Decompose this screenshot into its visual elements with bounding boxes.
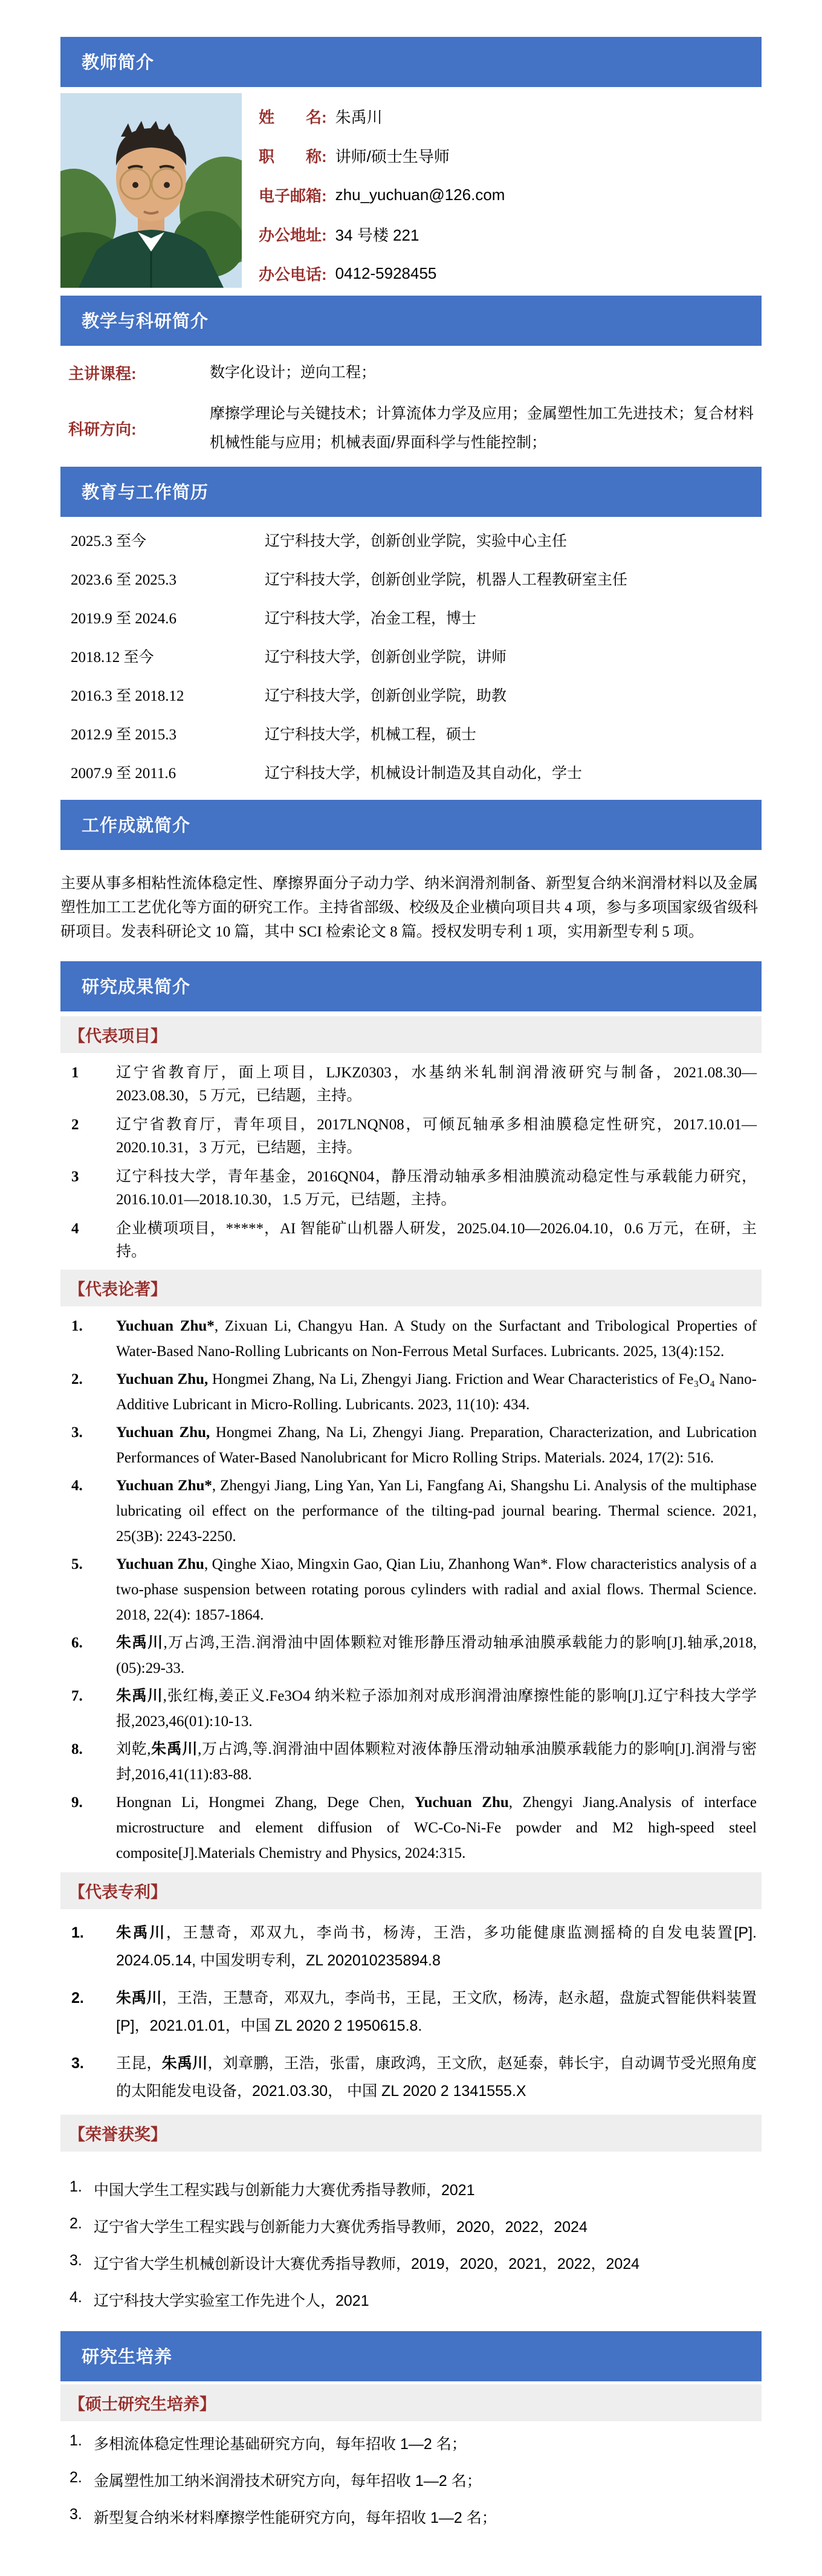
subheading-patents-text: 【代表专利】	[69, 1883, 167, 1901]
research-direction-row	[60, 399, 762, 457]
resume-time: 2023.6 至 2025.3	[71, 572, 177, 588]
publication-item	[60, 1367, 762, 1418]
resume-desc: 辽宁科技大学，创新创业学院，机器人工程教研室主任	[265, 572, 628, 588]
highlighted-author: 朱禹川	[116, 1688, 163, 1704]
item-number: 2.	[70, 2469, 82, 2486]
item-text: 刘乾,	[116, 1741, 151, 1757]
item-number: 1.	[70, 2178, 82, 2195]
item-text: 辽宁省教育厅，青年项目，2017LNQN08，可倾瓦轴承多相油膜稳定性研究，2017.10.01—2020.10.31，3 万元，已结题，主持。	[116, 1117, 757, 1156]
item-text: 辽宁科技大学，青年基金，2016QN04，静压滑动轴承多相油膜流动稳定性与承载能力研究，2016.10.01—2018.10.30，1.5 万元，已结题，主持。	[116, 1169, 757, 1208]
item-number: 1.	[71, 1318, 83, 1334]
item-text: 新型复合纳米材料摩擦学性能研究方向，每年招收 1—2 名；	[94, 2509, 497, 2526]
item-text: , Zhengyi Jiang, Ling Yan, Yan Li, Fangfang Ai, Shangshu Li. Analysis of the multiphase lubricating oil effect on the performance of the tilting-pad journal bearing. Thermal science. 2021, 25(3B): 2243-2250.	[116, 1478, 757, 1545]
item-text: Hongmei Zhang, Na Li, Zhengyi Jiang. Preparation, Characterization, and Lubrication Performances of Water-Based Nanolubricant for Micro Rolling Strips. Materials. 2024, 17(2): 516.	[116, 1424, 757, 1466]
item-text: ，刘章鹏，王浩，张雷，康政鸿，王文欣，赵延泰，韩长宇，自动调节受光照角度的太阳能发电设备，2021.03.30， 中国 ZL 2020 2 1341555.X	[116, 2055, 757, 2100]
item-text: 辽宁省教育厅，面上项目，LJKZ0303，水基纳米轧制润滑液研究与制备，2021.08.30—2023.08.30，5 万元，已结题，主持。	[116, 1065, 757, 1104]
highlighted-author: 朱禹川	[116, 1924, 166, 1941]
research-direction-value: 摩擦学理论与关键技术；计算流体力学及应用；金属塑性加工先进技术；复合材料机械性能与应用；机械表面/界面科学与性能控制；	[210, 405, 754, 451]
publication-item	[60, 1684, 762, 1734]
name-label: 姓 名:	[259, 108, 327, 126]
resume-time: 2012.9 至 2015.3	[71, 727, 177, 743]
graduate-list	[60, 2432, 762, 2576]
item-number: 2	[71, 1117, 79, 1133]
field-email	[259, 175, 505, 215]
project-item	[60, 1218, 762, 1264]
resume-list	[60, 529, 762, 783]
section-header-resume	[60, 467, 762, 517]
highlighted-author: 朱禹川	[116, 1635, 164, 1651]
item-number: 6.	[71, 1635, 83, 1651]
highlighted-author: Yuchuan Zhu	[414, 1794, 509, 1811]
field-name	[259, 97, 505, 136]
resume-desc: 辽宁科技大学，创新创业学院，实验中心主任	[265, 533, 568, 550]
courses-value: 数字化设计；逆向工程；	[210, 364, 377, 381]
item-text: 辽宁科技大学实验室工作先进个人，2021	[94, 2292, 369, 2309]
item-text: 企业横项项目，*****，AI 智能矿山机器人研发，2025.04.10—2026.04.10，0.6 万元，在研，主持。	[116, 1221, 757, 1260]
title-value: 讲师/硕士生导师	[335, 148, 450, 166]
item-number: 3.	[70, 2506, 82, 2523]
subheading-master-training-text: 【硕士研究生培养】	[69, 2395, 216, 2413]
item-text: 辽宁省大学生机械创新设计大赛优秀指导教师，2019，2020，2021，2022，2024	[94, 2256, 640, 2273]
item-number: 4.	[70, 2289, 82, 2306]
resume-row	[60, 606, 762, 628]
graduate-item	[60, 2432, 762, 2454]
item-text: ，王浩，王慧奇，邓双九，李尚书，王昆，王文欣，杨涛，赵永超，盘旋式智能供料装置[P]，2021.01.01，中国 ZL 2020 2 1950615.8.	[116, 1990, 757, 2034]
item-text: 多相流体稳定性理论基础研究方向，每年招收 1—2 名；	[94, 2436, 467, 2453]
field-phone	[259, 254, 505, 293]
resume-row	[60, 684, 762, 706]
item-text: ，王慧奇，邓双九，李尚书，杨涛，王浩，多功能健康监测摇椅的自发电装置[P]. 2024.05.14, 中国发明专利，ZL 202010235894.8	[116, 1924, 757, 1969]
highlighted-author: Yuchuan Zhu*	[116, 1318, 215, 1334]
teacher-photo	[60, 93, 242, 288]
item-number: 2.	[71, 1371, 83, 1387]
resume-desc: 辽宁科技大学，机械工程，硕士	[265, 727, 477, 743]
subheading-awards-text: 【荣誉获奖】	[69, 2126, 167, 2144]
publication-item	[60, 1420, 762, 1471]
resume-row	[60, 722, 762, 744]
publication-item	[60, 1737, 762, 1788]
office-label: 办公地址:	[259, 226, 327, 244]
resume-row	[60, 568, 762, 589]
profile-info	[259, 93, 505, 293]
award-item	[60, 2289, 762, 2311]
item-number: 5.	[71, 1556, 83, 1572]
email-value: zhu_yuchuan@126.com	[335, 186, 505, 204]
item-text: Hongmei Zhang, Na Li, Zhengyi Jiang. Friction and Wear Characteristics of Fe₃O₄ Nano-Additive Lubricant in Micro-Rolling. Lubricants. 2023, 11(10): 434.	[116, 1371, 757, 1413]
section-title: 研究生培养	[82, 2347, 173, 2367]
item-number: 1	[71, 1065, 79, 1081]
item-number: 3.	[71, 1424, 83, 1441]
award-item	[60, 2252, 762, 2274]
resume-time: 2018.12 至今	[71, 649, 154, 666]
item-number: 9.	[71, 1794, 83, 1811]
highlighted-author: Yuchuan Zhu*	[116, 1478, 212, 1494]
section-title: 教育与工作简历	[82, 483, 209, 502]
publication-item	[60, 1473, 762, 1549]
section-title: 研究成果简介	[82, 978, 191, 997]
item-text: ,张红梅,姜正义.Fe3O4 纳米粒子添加剂对成形润滑油摩擦性能的影响[J].辽宁科技大学学报,2023,46(01):10-13.	[116, 1688, 757, 1730]
graduate-item	[60, 2469, 762, 2491]
resume-time: 2025.3 至今	[71, 533, 147, 550]
resume-desc: 辽宁科技大学，创新创业学院，讲师	[265, 649, 507, 666]
phone-label: 办公电话:	[259, 265, 327, 284]
item-number: 2.	[71, 1990, 84, 2007]
page-content	[60, 37, 762, 2576]
item-number: 3	[71, 1169, 79, 1185]
item-text: , Zhengyi Jiang.Analysis of interface microstructure and element diffusion of WC-Co-Ni-Fe powder and M2 high-speed steel composite[J].Materials Chemistry and Physics, 2024:315.	[116, 1794, 757, 1861]
item-number: 1.	[71, 1924, 84, 1941]
section-header-graduate	[60, 2331, 762, 2381]
resume-desc: 辽宁科技大学，机械设计制造及其自动化，学士	[265, 765, 583, 782]
projects-list	[60, 1062, 762, 1264]
subheading-projects-text: 【代表项目】	[69, 1027, 167, 1045]
achievement-paragraph: 主要从事多相粘性流体稳定性、摩擦界面分子动力学、纳米润滑剂制备、新型复合纳米润滑材料以及金属塑性加工工艺优化等方面的研究工作。主持省部级、校级及企业横向项目共 4 项，参与多项国家级省级科研项目。发表科研论文 10 篇，其中 SCI 检索论文 8 篇。授权发明专利 1 项，实用新型专利 5 项。	[60, 875, 758, 940]
title-label: 职 称:	[259, 148, 327, 166]
research-direction-label: 科研方向:	[68, 420, 137, 438]
item-number: 3.	[71, 2055, 84, 2072]
section-title: 工作成就简介	[82, 816, 191, 835]
subheading-awards	[60, 2115, 762, 2152]
project-item	[60, 1062, 762, 1108]
resume-desc: 辽宁科技大学，创新创业学院，助教	[265, 688, 507, 704]
graduate-item	[60, 2506, 762, 2528]
courses-row	[60, 360, 762, 384]
award-item	[60, 2178, 762, 2200]
resume-time: 2007.9 至 2011.6	[71, 765, 176, 782]
profile-block	[60, 93, 762, 293]
patents-list	[60, 1919, 762, 2105]
office-value: 34 号楼 221	[335, 226, 419, 244]
item-text: ,万占鸿,等.润滑油中固体颗粒对液体静压滑动轴承油膜承载能力的影响[J].润滑与密封,2016,41(11):83-88.	[116, 1741, 757, 1783]
publication-item	[60, 1790, 762, 1866]
section-title: 教师简介	[82, 53, 155, 73]
resume-time: 2016.3 至 2018.12	[71, 688, 184, 704]
project-item	[60, 1114, 762, 1160]
subheading-patents	[60, 1872, 762, 1909]
item-text: 王昆，	[116, 2055, 162, 2072]
resume-desc: 辽宁科技大学，冶金工程，博士	[265, 611, 477, 627]
item-text: , Qinghe Xiao, Mingxin Gao, Qian Liu, Zhanhong Wan*. Flow characteristics analysis of a two-phase suspension between rotating porous cylinders with radial and axial flows. Thermal Science. 2018, 22(4): 1857-1864.	[116, 1556, 757, 1623]
resume-row	[60, 645, 762, 667]
section-header-achievement	[60, 800, 762, 850]
item-text: Hongnan Li, Hongmei Zhang, Dege Chen,	[116, 1794, 415, 1811]
name-value: 朱禹川	[335, 108, 383, 126]
highlighted-author: Yuchuan Zhu,	[116, 1424, 210, 1441]
publication-item	[60, 1314, 762, 1364]
publication-item	[60, 1630, 762, 1681]
highlighted-author: 朱禹川	[161, 2055, 208, 2072]
subheading-master-training	[60, 2384, 762, 2421]
project-item	[60, 1166, 762, 1212]
section-header-research-results	[60, 961, 762, 1011]
item-number: 7.	[71, 1688, 83, 1704]
highlighted-author: 朱禹川	[150, 1741, 198, 1757]
item-text: ,万占鸿,王浩.润滑油中固体颗粒对锥形静压滑动轴承油膜承载能力的影响[J].轴承,2018,(05):29-33.	[116, 1635, 757, 1676]
email-label: 电子邮箱:	[259, 187, 327, 205]
highlighted-author: 朱禹川	[116, 1990, 162, 2007]
item-number: 4	[71, 1221, 79, 1237]
awards-list	[60, 2178, 762, 2311]
field-title	[259, 136, 505, 175]
resume-time: 2019.9 至 2024.6	[71, 611, 177, 627]
section-header-teaching-research	[60, 296, 762, 346]
item-text: 辽宁省大学生工程实践与创新能力大赛优秀指导教师，2020，2022，2024	[94, 2219, 587, 2236]
subheading-publications	[60, 1270, 762, 1306]
resume-row	[60, 761, 762, 783]
field-office	[259, 215, 505, 254]
item-number: 3.	[70, 2252, 82, 2269]
item-number: 1.	[70, 2432, 82, 2449]
patent-item	[60, 2049, 762, 2105]
item-number: 2.	[70, 2215, 82, 2232]
publications-list	[60, 1314, 762, 1866]
resume-row	[60, 529, 762, 551]
courses-label: 主讲课程:	[68, 364, 137, 383]
item-text: 金属塑性加工纳米润滑技术研究方向，每年招收 1—2 名；	[94, 2473, 482, 2490]
patent-item	[60, 1919, 762, 1974]
item-number: 8.	[71, 1741, 83, 1757]
highlighted-author: Yuchuan Zhu,	[116, 1371, 209, 1387]
section-title: 教学与科研简介	[82, 312, 209, 331]
phone-value: 0412-5928455	[335, 264, 437, 282]
item-text: , Zixuan Li, Changyu Han. A Study on the Surfactant and Tribological Properties of Water-Based Nano-Rolling Lubricants on Non-Ferrous Metal Surfaces. Lubricants. 2025, 13(4):152.	[116, 1318, 757, 1360]
publication-item	[60, 1552, 762, 1628]
subheading-publications-text: 【代表论著】	[69, 1280, 167, 1299]
patent-item	[60, 1984, 762, 2040]
item-number: 4.	[71, 1478, 83, 1494]
subheading-projects	[60, 1016, 762, 1053]
section-header-teacher-intro	[60, 37, 762, 87]
highlighted-author: Yuchuan Zhu	[116, 1556, 204, 1572]
item-text: 中国大学生工程实践与创新能力大赛优秀指导教师，2021	[94, 2182, 475, 2199]
award-item	[60, 2215, 762, 2237]
